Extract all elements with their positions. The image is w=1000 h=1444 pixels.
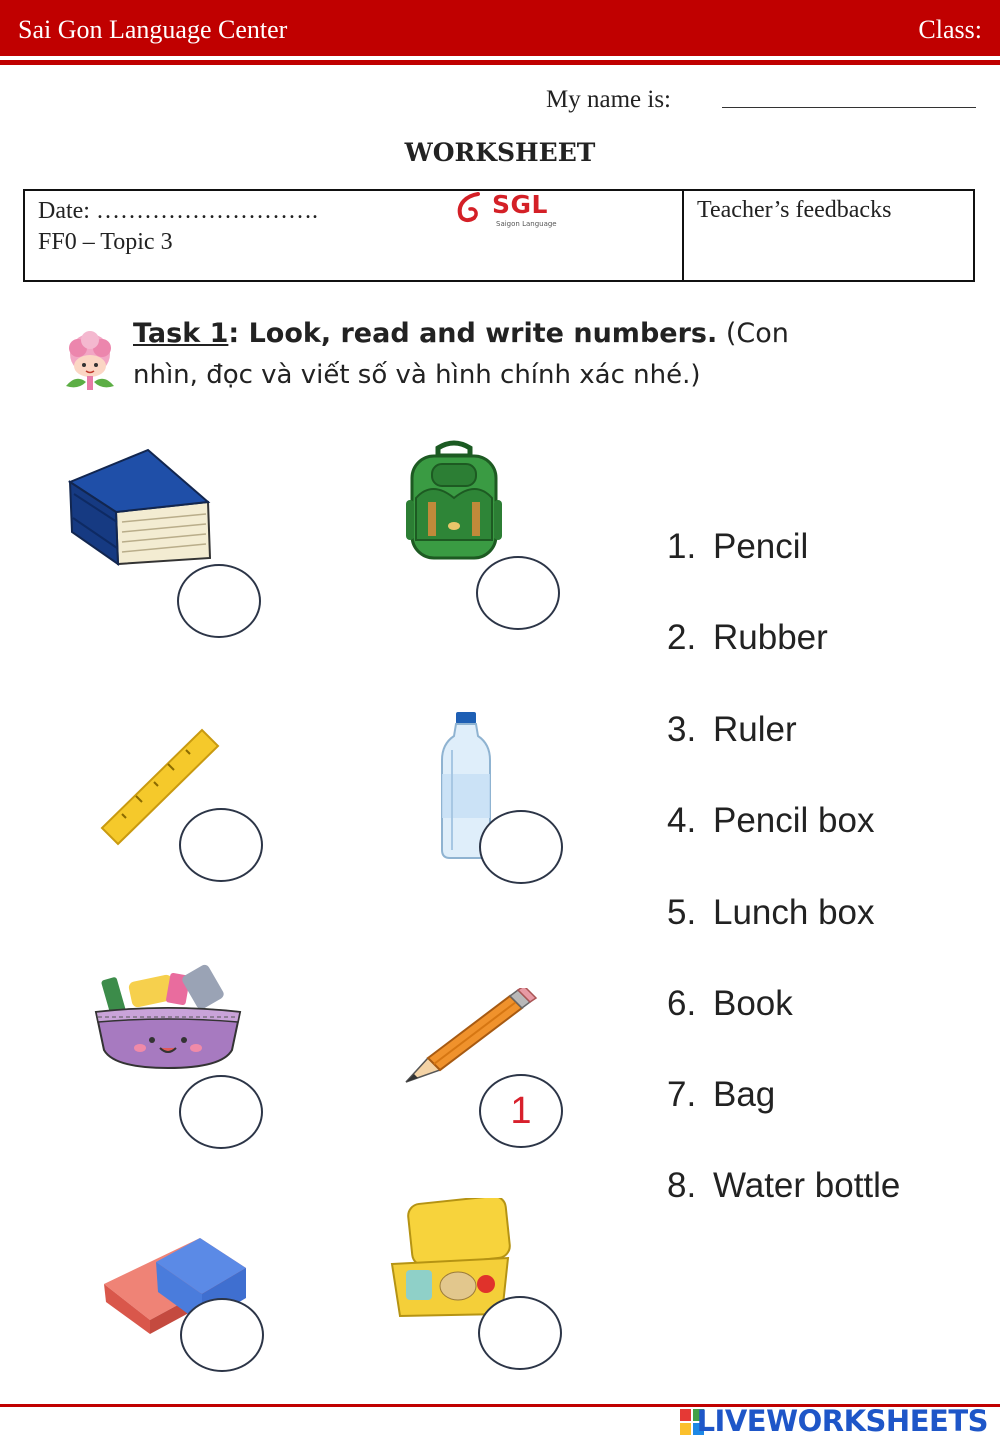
task-instruction: : Look, read and write numbers. bbox=[228, 318, 718, 349]
answer-circle[interactable] bbox=[180, 1298, 264, 1372]
word-item: 3. Ruler bbox=[667, 710, 797, 749]
liveworksheets-brand: LIVEWORKSHEETS bbox=[696, 1404, 988, 1438]
info-box-divider bbox=[682, 189, 684, 282]
answer-circle[interactable] bbox=[479, 810, 563, 884]
header-rule bbox=[0, 60, 1000, 65]
word-item: 8. Water bottle bbox=[667, 1166, 901, 1205]
word-item: 5. Lunch box bbox=[667, 893, 875, 932]
flower-mascot-icon bbox=[56, 330, 124, 396]
task-label: Task 1 bbox=[133, 318, 229, 349]
date-label: Date: ………………………. bbox=[38, 198, 318, 224]
answer-circle[interactable] bbox=[177, 564, 261, 638]
word-item: 2. Rubber bbox=[667, 618, 828, 657]
task-title bbox=[133, 318, 789, 349]
word-item: 7. Bag bbox=[667, 1075, 776, 1114]
answer-circle[interactable]: 1 bbox=[479, 1074, 563, 1148]
pencil-icon bbox=[402, 988, 542, 1088]
task-translation: nhìn, đọc và viết số và hình chính xác nhé.) bbox=[133, 360, 701, 390]
bag-icon bbox=[402, 440, 506, 564]
word-item: 4. Pencil box bbox=[667, 801, 875, 840]
answer-circle[interactable] bbox=[179, 808, 263, 882]
sgl-logo-text: SGL bbox=[492, 190, 548, 219]
answer-circle[interactable] bbox=[179, 1075, 263, 1149]
book-icon bbox=[62, 446, 214, 568]
name-input-line[interactable] bbox=[722, 107, 976, 108]
pencil-box-icon bbox=[92, 964, 244, 1072]
word-item: 6. Book bbox=[667, 984, 793, 1023]
name-label: My name is: bbox=[546, 86, 671, 113]
sgl-logo-icon bbox=[452, 188, 492, 228]
answer-circle[interactable] bbox=[478, 1296, 562, 1370]
teacher-feedback-label: Teacher’s feedbacks bbox=[697, 197, 892, 223]
center-name: Sai Gon Language Center bbox=[18, 15, 288, 44]
word-item: 1. Pencil bbox=[667, 527, 809, 566]
class-label: Class: bbox=[918, 15, 982, 44]
sgl-logo-subtext: Saigon Language bbox=[496, 220, 557, 228]
worksheet-title: WORKSHEET bbox=[404, 138, 596, 167]
task-paren-start: (Con bbox=[717, 318, 789, 349]
course-label: FF0 – Topic 3 bbox=[38, 229, 173, 255]
answer-circle[interactable] bbox=[476, 556, 560, 630]
